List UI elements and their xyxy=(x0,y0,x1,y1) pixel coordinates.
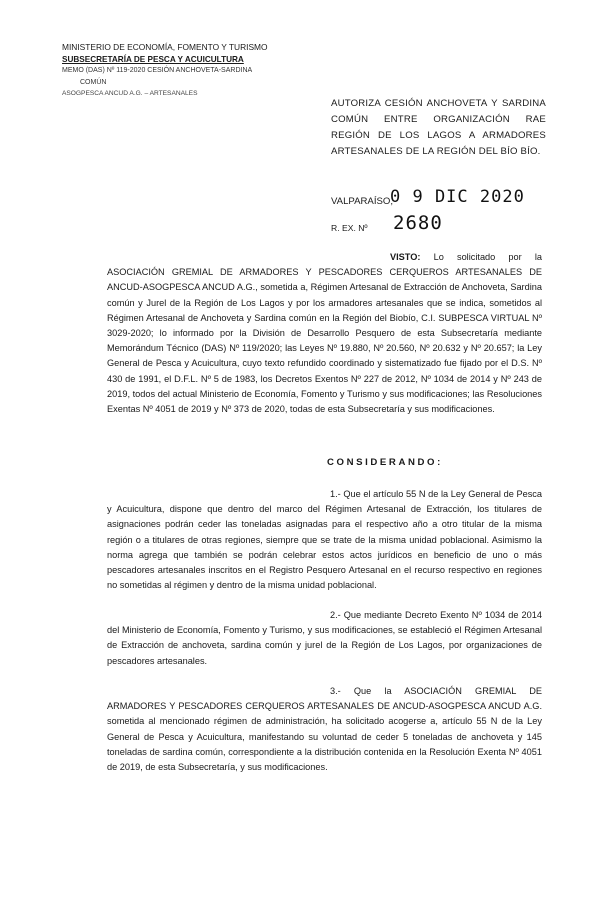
visto-paragraph xyxy=(107,250,542,417)
considerando-1: 1.- Que el artículo 55 N de la Ley General de Pesca y Acuicultura, dispone que dentro del marco del Régimen Artesanal de Extracción, los titulares de asignaciones podrán ceder las toneladas asignadas para el respectivo año a otro titular de la misma región o a titulares de otras regiones, siempre que se trate de la misma unidad poblacional. Asimismo la norma agrega que también se podrán celebrar estos actos jurídicos en beneficio de uno o más pescadores artesanales inscritos en el Registro Pesquero Artesanal en el recurso respectivo en regiones no sometidas al régimen y dentro de la misma unidad poblacional. xyxy=(107,489,542,591)
rex-number: 2680 xyxy=(393,212,443,234)
visto-lead: VISTO: xyxy=(390,252,421,262)
rex-label: R. EX. Nº xyxy=(331,223,368,233)
resolution-title: AUTORIZA CESIÓN ANCHOVETA Y SARDINA COMÚN ENTRE ORGANIZACIÓN RAE REGIÓN DE LOS LAGOS A ARMADORES ARTESANALES DE LA REGIÓN DEL BÍO BÍO. xyxy=(331,98,546,157)
memo-reference-cont: COMÚN xyxy=(80,78,107,86)
letterhead xyxy=(62,42,282,100)
considerando-heading: CONSIDERANDO: xyxy=(327,457,443,468)
subsecretaria-name: SUBSECRETARÍA DE PESCA Y ACUICULTURA xyxy=(62,54,244,64)
organization-reference: ASOGPESCA ANCUD A.G. – ARTESANALES xyxy=(62,90,198,97)
place-label: VALPARAÍSO, xyxy=(331,196,394,207)
ministry-name: MINISTERIO DE ECONOMÍA, FOMENTO Y TURISMO xyxy=(62,42,268,52)
date-stamp: 0 9 DIC 2020 xyxy=(390,187,525,207)
visto-text: Lo solicitado por la ASOCIACIÓN GREMIAL DE ARMADORES Y PESCADORES CERQUEROS ARTESANALES DE ANCUD-ASOGPESCA ANCUD A.G., sometida a, Régimen Artesanal de Extracción de Anchoveta, Sardina común y Jurel de la Región de Los Lagos y por los armadores artesanales que se indica, sometidos al Régimen Artesanal de Anchoveta y Sardina común en la Región del Biobío, C.I. SUBPESCA VIRTUAL Nº 3029-2020; lo informado por la División de Desarrollo Pesquero de esta Subsecretaría mediante Memorándum Técnico (DAS) Nº 119/2020; las Leyes Nº 19.880, Nº 20.560, Nº 20.632 y Nº 20.657; la Ley General de Pesca y Acuicultura, cuyo texto refundido coordinado y sistematizado fue fijado por el D.S. Nº 430 de 1991, el D.F.L. Nº 5 de 1983, los Decretos Exentos Nº 227 de 2012, Nº 1034 de 2014 y Nº 243 de 2019, todos del actual Ministerio de Economía, Fomento y Turismo y sus modificaciones; las Resoluciones Exentas Nº 4051 de 2019 y Nº 373 de 2020, todas de esta Subsecretaría y sus modificaciones. xyxy=(107,252,542,415)
memo-reference: MEMO (DAS) Nº 119-2020 CESIÓN ANCHOVETA-SARDINA xyxy=(62,67,253,74)
considerando-2: 2.- Que mediante Decreto Exento Nº 1034 de 2014 del Ministerio de Economía, Fomento y Turismo, y sus modificaciones, se estableció el Régimen Artesanal de Extracción de anchoveta, sardina común y jurel de la Región de Los Lagos, por organizaciones de pescadores artesanales. xyxy=(107,610,542,666)
considerando-3: 3.- Que la ASOCIACIÓN GREMIAL DE ARMADORES Y PESCADORES CERQUEROS ARTESANALES DE ANCUD-ASOGPESCA ANCUD A.G. sometida al mencionado régimen de administración, ha solicitado acogerse a, artículo 55 N de la Ley General de Pesca y Acuicultura, manifestando su voluntad de ceder 5 toneladas de anchoveta y 145 toneladas de sardina común, correspondiente a la distribución contenida en la Resolución Exenta Nº 4051 de 2019, de esta Subsecretaría, y sus modificaciones. xyxy=(107,686,542,773)
